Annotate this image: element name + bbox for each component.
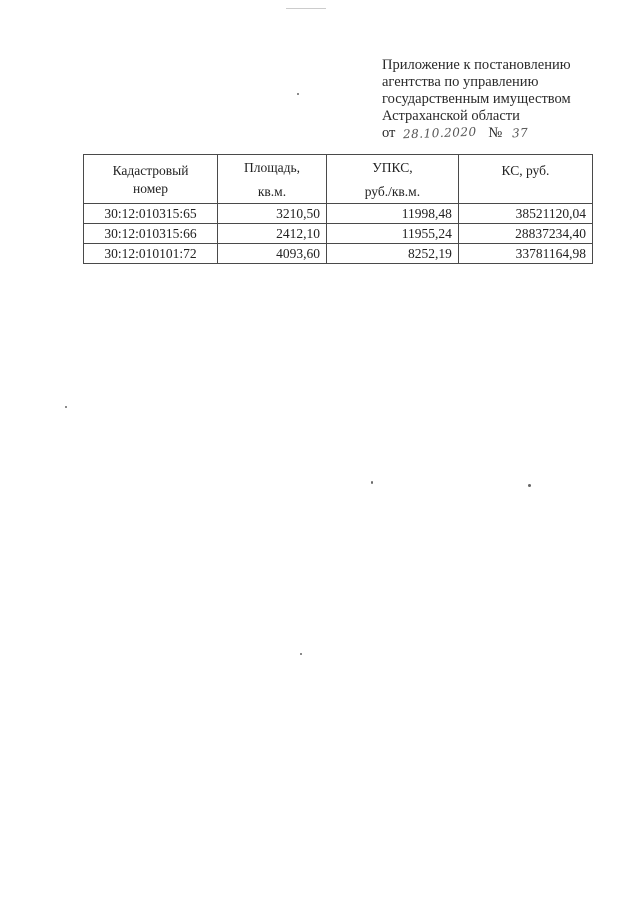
- cell-upks: 11998,48: [326, 204, 458, 224]
- annex-date-line: [382, 125, 622, 142]
- header-area: [218, 155, 327, 204]
- cell-area: 3210,50: [218, 204, 327, 224]
- header-line: КС, руб.: [501, 163, 550, 178]
- cell-ks: 33781164,98: [458, 244, 592, 264]
- date-prefix: от: [382, 125, 396, 141]
- annex-line: Астраханской области: [382, 108, 520, 124]
- cell-ks: 38521120,04: [458, 204, 592, 224]
- scan-speck: [297, 93, 299, 95]
- cadastral-table: [83, 154, 593, 264]
- cell-cadastral-number: 30:12:010315:65: [84, 204, 218, 224]
- header-line: номер: [133, 181, 169, 196]
- table-header-row: [84, 155, 593, 204]
- header-line: УПКС,: [372, 160, 413, 175]
- annex-line: государственным имуществом: [382, 91, 571, 107]
- table-row: [84, 224, 593, 244]
- scan-speck: [528, 484, 531, 487]
- cell-area: 4093,60: [218, 244, 327, 264]
- cell-cadastral-number: 30:12:010315:66: [84, 224, 218, 244]
- header-line: Кадастровый: [112, 163, 189, 178]
- header-cadastral-number: [84, 155, 218, 204]
- table-row: [84, 204, 593, 224]
- scan-speck: [300, 653, 302, 655]
- scan-speck: [65, 406, 67, 408]
- cell-cadastral-number: 30:12:010101:72: [84, 244, 218, 264]
- header-line: руб./кв.м.: [364, 184, 421, 199]
- header-upks: [326, 155, 458, 204]
- cell-area: 2412,10: [218, 224, 327, 244]
- cell-ks: 28837234,40: [458, 224, 592, 244]
- table-row: [84, 244, 593, 264]
- annex-line: Приложение к постановлению: [382, 57, 571, 73]
- cell-upks: 8252,19: [326, 244, 458, 264]
- annex-header: [382, 57, 622, 142]
- number-label: №: [488, 125, 503, 141]
- handwritten-date: 28.10.2020: [402, 124, 477, 142]
- handwritten-number: 37: [511, 125, 529, 141]
- scan-speck: [286, 8, 326, 9]
- scan-speck: [371, 481, 373, 484]
- header-line: кв.м.: [257, 184, 287, 199]
- header-ks: [458, 155, 592, 204]
- cell-upks: 11955,24: [326, 224, 458, 244]
- annex-line: агентства по управлению: [382, 74, 539, 90]
- header-line: Площадь,: [243, 160, 301, 175]
